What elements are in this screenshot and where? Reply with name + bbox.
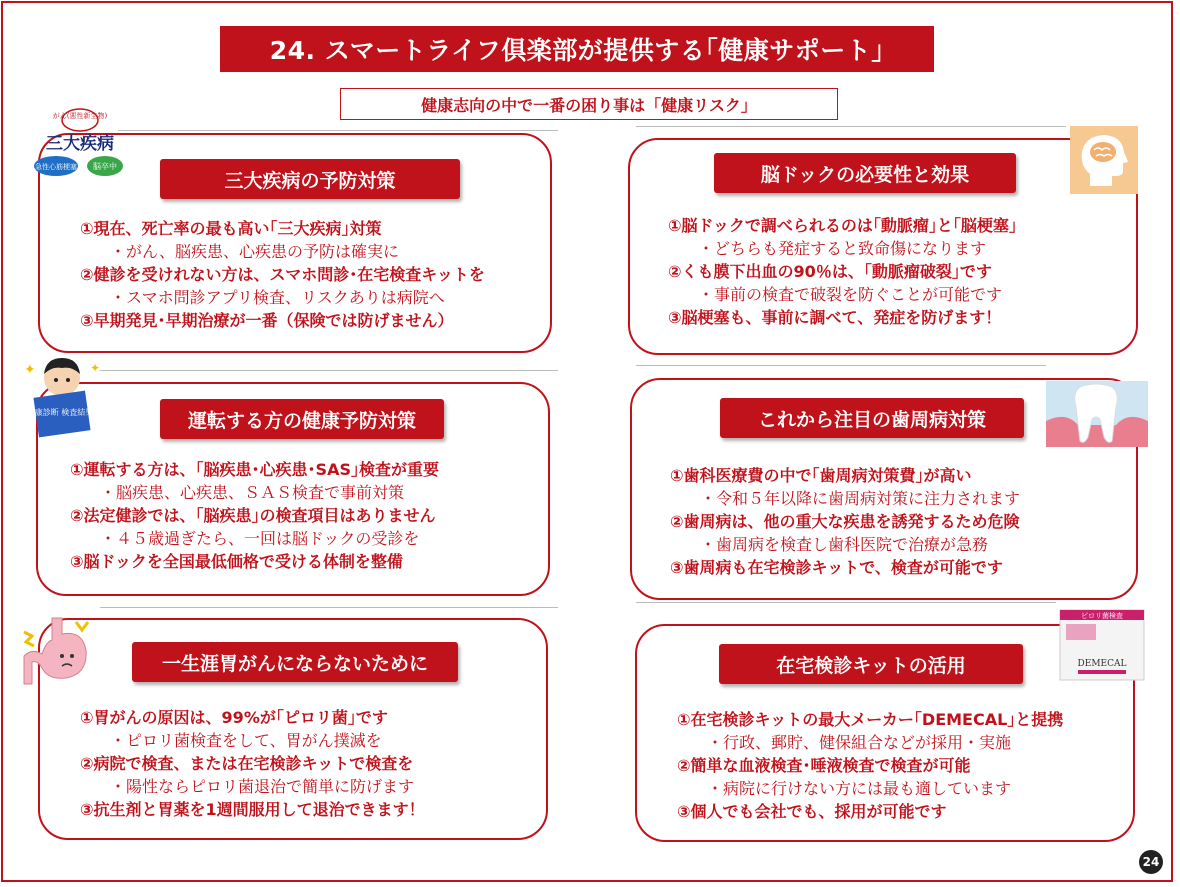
- card-stomach-cancer: [38, 618, 548, 840]
- list-item: ・スマホ問診アプリ検査、リスクありは病院へ: [110, 288, 445, 307]
- book-text: 健康診断 検査結果: [26, 408, 94, 417]
- list-item: ③早期発見･早期治療が一番（保険では防げません）: [80, 311, 454, 330]
- card-title: 三大疾病の予防対策: [160, 159, 460, 199]
- card-items: [70, 458, 439, 573]
- card-brain-dock: [628, 138, 1138, 355]
- list-item: ③抗生剤と胃薬を1週間服用して退治できます！: [80, 800, 425, 819]
- list-item: ・行政、郵貯、健保組合などが採用・実施: [707, 733, 1012, 752]
- list-item: ・歯周病を検査し歯科医院で治療が急務: [700, 535, 989, 554]
- card-items: [677, 708, 1063, 823]
- list-item: ・脳疾患、心疾患、ＳＡＳ検査で事前対策: [100, 483, 405, 502]
- card-title: 運転する方の健康予防対策: [160, 399, 444, 439]
- list-item: ・令和５年以降に歯周病対策に注力されます: [700, 489, 1021, 508]
- badge-main-text: 三大疾病: [46, 134, 114, 154]
- test-kit-box-icon: [1058, 606, 1146, 682]
- divider-line: [118, 130, 558, 131]
- list-item: ・４５歳過ぎたら、一回は脳ドックの受診を: [100, 529, 420, 548]
- divider-line: [100, 370, 558, 371]
- list-item: ①現在、死亡率の最も高い｢三大疾病｣対策: [80, 219, 382, 238]
- card-title: 脳ドックの必要性と効果: [714, 153, 1016, 193]
- tooth-gum-icon: [1046, 381, 1148, 447]
- card-driver-health: [36, 382, 550, 596]
- list-item: ②病院で検査、または在宅検診キットで検査を: [80, 754, 414, 773]
- list-item: ③脳梗塞も、事前に調べて、発症を防げます！: [668, 308, 1002, 327]
- card-title: 一生涯胃がんにならないために: [132, 642, 458, 682]
- divider-line: [636, 602, 1056, 603]
- badge-right-text: 脳卒中: [93, 162, 117, 171]
- kit-brand-text: DEMECAL: [1077, 659, 1127, 669]
- page-number: 24: [1139, 850, 1163, 874]
- list-item: ①歯科医療費の中で｢歯周病対策費｣が高い: [670, 466, 972, 485]
- person-reading-checkup-icon: [16, 352, 110, 438]
- list-item: ③個人でも会社でも、採用が可能です: [677, 802, 947, 821]
- list-item: ・陽性ならピロリ菌退治で簡単に防げます: [110, 777, 415, 796]
- list-item: ・どちらも発症すると致命傷になります: [698, 239, 987, 258]
- divider-line: [100, 607, 558, 608]
- list-item: ③歯周病も在宅検診キットで、検査が可能です: [670, 558, 1003, 577]
- kit-top-text: ピロリ菌検査: [1081, 612, 1123, 620]
- list-item: ・病院に行けない方には最も適しています: [707, 779, 1012, 798]
- list-item: ・ピロリ菌検査をして、胃がん撲滅を: [110, 731, 382, 750]
- stomach-pain-icon: [22, 612, 102, 692]
- card-title: 在宅検診キットの活用: [719, 644, 1023, 684]
- brain-head-icon: [1070, 126, 1138, 194]
- card-items: [670, 464, 1020, 579]
- list-item: ・事前の検査で破裂を防ぐことが可能です: [698, 285, 1003, 304]
- list-item: ①胃がんの原因は、99%が｢ピロリ菌｣です: [80, 708, 388, 727]
- card-title: これから注目の歯周病対策: [720, 398, 1024, 438]
- card-items: [80, 217, 485, 332]
- card-items: [668, 214, 1017, 329]
- list-item: ①脳ドックで調べられるのは｢動脈瘤｣と｢脳梗塞｣: [668, 216, 1017, 235]
- list-item: ①運転する方は、｢脳疾患･心疾患･SAS｣検査が重要: [70, 460, 439, 479]
- divider-line: [636, 126, 1066, 127]
- list-item: ③脳ドックを全国最低価格で受ける体制を整備: [70, 552, 403, 571]
- list-item: ②くも膜下出血の90％は、｢動脈瘤破裂｣です: [668, 262, 992, 281]
- list-item: ①在宅検診キットの最大メーカー｢DEMECAL｣と提携: [677, 710, 1064, 729]
- three-major-diseases-badge: [32, 106, 128, 182]
- list-item: ②歯周病は、他の重大な疾患を誘発するため危険: [670, 512, 1020, 531]
- list-item: ②法定健診では、｢脳疾患｣の検査項目はありません: [70, 506, 436, 525]
- svg-text:✦: ✦: [90, 361, 101, 375]
- divider-line: [636, 365, 1046, 366]
- list-item: ②簡単な血液検査･唾液検査で検査が可能: [677, 756, 971, 775]
- list-item: ・がん、脳疾患、心疾患の予防は確実に: [110, 242, 399, 261]
- badge-top-text: がん(悪性新生物): [52, 112, 108, 120]
- page-subtitle: 健康志向の中で一番の困り事は「健康リスク」: [340, 88, 838, 120]
- badge-left-text: 急性心筋梗塞: [35, 163, 77, 171]
- page-title: 24. スマートライフ倶楽部が提供する｢健康サポート｣: [220, 26, 934, 72]
- list-item: ②健診を受けれない方は、スマホ問診･在宅検査キットを: [80, 265, 485, 284]
- card-items: [80, 706, 425, 821]
- svg-text:✦: ✦: [24, 362, 36, 378]
